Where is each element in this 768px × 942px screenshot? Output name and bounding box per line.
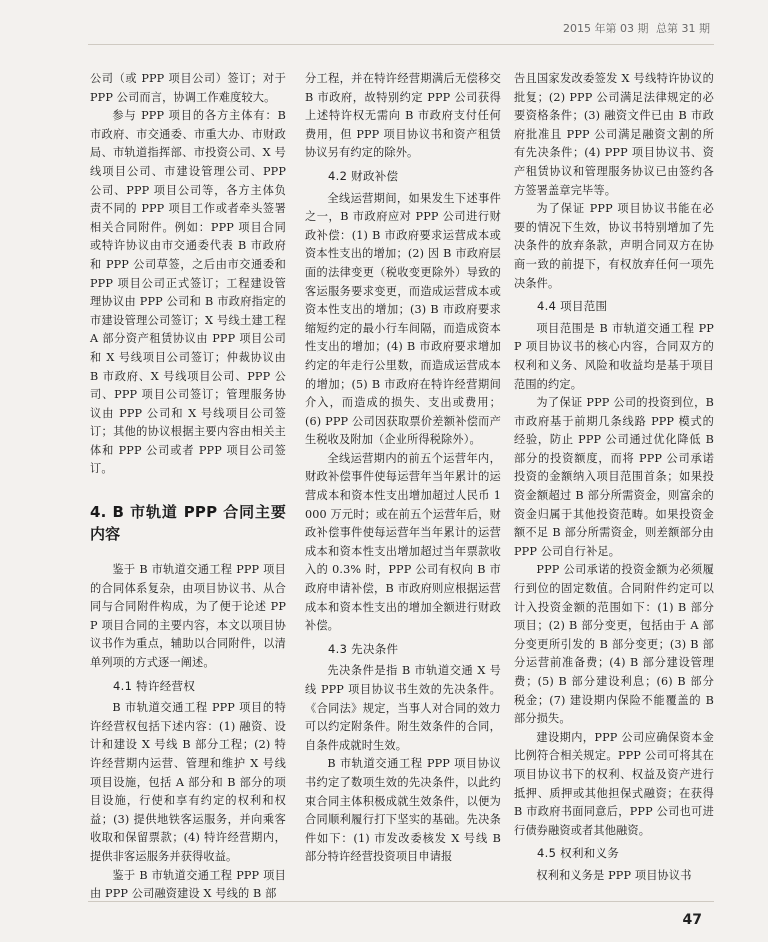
issue-label: 2015 年第 03 期 xyxy=(563,22,649,35)
body-paragraph: 先决条件是指 B 市轨道交通 X 号线 PPP 项目协议书生效的先决条件。《合同法》规定，当事人对合同的效力可以约定附条件。附生效条件的合同，自条件成就时生效。 xyxy=(305,664,501,752)
body-paragraph: PPP 公司承诺的投资金额为必须履行到位的固定数值。合同附件约定可以计入投资金额的范围如下：(1) B 部分项目；(2) B 部分变更，包括由于 A 部分变更所引发的 B 部分变更；(3) B 部分运营前准备费；(4) B 部分建设管理费；(5) B 部分建设利息；(6) B 部分税金；(7) 建设期内保险不能覆盖的 B 部分损失。 xyxy=(514,563,714,726)
text-column-middle xyxy=(305,70,501,867)
body-paragraph: 全线运营期内的前五个运营年内，财政补偿事件使每运营年当年累计的运营成本和资本性支出增加超过人民币 1000 万元时；或在前五个运营年后，财政补偿事件使每运营年当年累计的运营成本和资本性支出增加超过当年票款收入的 0.3% 时，PPP 公司有权向 B 市政府申请补偿，B 市政府则应根据运营成本和资本性支出的增加全额进行财政补偿。 xyxy=(305,451,501,633)
body-paragraph: 为了保证 PPP 项目协议书能在必要的情况下生效，协议书特别增加了先决条件的放弃条款，声明合同双方在协商一致的前提下，有权放弃任何一项先决条件。 xyxy=(514,202,714,290)
body-paragraph: 告且国家发改委签发 X 号线特许协议的批复；(2) PPP 公司满足法律规定的必要资格条件；(3) 融资文件已由 B 市政府批准且 PPP 公司满足融资文割的所有先决条件；(4) PPP 项目协议书、资产租赁协议和管理服务协议已由签约各方签署盖章完毕等。 xyxy=(514,72,714,197)
body-paragraph: 建设期内，PPP 公司应确保资本金比例符合相关规定。PPP 公司可将其在项目协议书下的权利、权益及资产进行抵押、质押或其他担保式融资；在获得 B 市政府书面同意后，PPP 公司也可进行债券融资或者其他融资。 xyxy=(514,730,714,837)
body-paragraph: B 市轨道交通工程 PPP 项目协议书约定了数项生效的先决条件，以此约束合同主体积极成就生效条件，以便为合同顺利履行打下坚实的基础。先决条件如下：(1) 市发改委核发 X 号线 B 部分特许经营投资项目申请报 xyxy=(305,757,501,864)
header-rule xyxy=(88,44,714,45)
subsection-heading: 4.3 先决条件 xyxy=(328,641,399,656)
subsection-heading: 4.2 财政补偿 xyxy=(328,168,399,183)
body-paragraph: 为了保证 PPP 公司的投资到位，B 市政府基于前期几条线路 PPP 模式的经验，防止 PPP 公司通过优化降低 B 部分的投资额度，而将 PPP 公司承诺投资的金额纳入项目范围首条；如果投资金额超过 B 部分所需资金，则富余的资金归属于其他投资范畴。如果投资金额不足 B 部分所需资金，则差额部分由 PPP 公司自行补足。 xyxy=(514,396,714,558)
section-heading: 4. B 市轨道 PPP 合同主要内容 xyxy=(90,503,286,544)
body-paragraph: 鉴于 B 市轨道交通工程 PPP 项目由 PPP 公司融资建设 X 号线的 B 部 xyxy=(90,868,286,901)
footer-rule xyxy=(88,901,714,902)
subsection-heading: 4.5 权利和义务 xyxy=(537,846,620,861)
text-column-right xyxy=(514,70,714,886)
text-column-left xyxy=(90,70,286,904)
body-paragraph: 权利和义务是 PPP 项目协议书 xyxy=(536,868,692,882)
subsection-heading: 4.1 特许经营权 xyxy=(113,678,196,693)
body-paragraph: 全线运营期间，如果发生下述事件之一，B 市政府应对 PPP 公司进行财政补偿：(1) B 市政府要求运营成本或资本性支出的增加；(2) 因 B 市政府层面的法律变更（税收变更除外）导致的客运服务要求变更，而造成运营成本或资本性支出的增加；(3) B 市政府要求缩短约定的最小行车间隔，而造成资本性支出的增加；(4) B 市政府要求增加约定的年走行公里数，而造成运营成本的增加；(5) B 市政府在特许经营期间介入，而造成的损失、支出或费用；(6) PPP 公司因获取票价差额补偿而产生税收及附加（企业所得税除外）。 xyxy=(305,191,501,447)
total-issue-label: 总第 31 期 xyxy=(656,22,710,35)
body-paragraph: 鉴于 B 市轨道交通工程 PPP 项目的合同体系复杂，由项目协议书、从合同与合同附件构成，为了便于论述 PPP 项目合同的主要内容，本文以项目协议书作为重点，辅助以合同附件，以清单列项的方式逐一阐述。 xyxy=(90,563,286,670)
running-header xyxy=(559,20,710,36)
body-paragraph: 公司（或 PPP 项目公司）签订；对于 PPP 公司而言，协调工作难度较大。 xyxy=(90,72,286,104)
body-paragraph: 项目范围是 B 市轨道交通工程 PPP 项目协议书的核心内容，合同双方的权利和义务、风险和收益均是基于项目范围的约定。 xyxy=(514,321,714,391)
subsection-heading: 4.4 项目范围 xyxy=(537,299,608,314)
body-paragraph: B 市轨道交通工程 PPP 项目的特许经营权包括下述内容：(1) 融资、设计和建设 X 号线 B 部分工程；(2) 特许经营期内运营、管理和维护 X 号线项目设施，包括 A 部分和 B 部分的项目设施，行使和享有约定的权利和权益；(3) 提供地铁客运服务，并向乘客收取和保留票款；(4) 特许经营期内，提供非客运服务并获得收益。 xyxy=(90,701,286,863)
body-paragraph: 分工程，并在特许经营期满后无偿移交 B 市政府，故特别约定 PPP 公司获得上述特许权无需向 B 市政府支付任何费用，但 PPP 项目协议书和资产租赁协议另有约定的除外。 xyxy=(305,72,501,160)
page-number: 47 xyxy=(682,912,702,928)
body-paragraph: 参与 PPP 项目的各方主体有：B 市政府、市交通委、市重大办、市财政局、市轨道指挥部、市投资公司、X 号线项目公司、市建设管理公司、PPP 公司、PPP 项目公司等，各方主体负责不同的 PPP 项目工作或者牵头签署相关合同附件。例如：PPP 项目合同或特许协议由市交通委代表 B 市政府和 PPP 公司草签，之后由市交通委和 PPP 项目公司正式签订；工程建设管理协议由 PPP 公司和 B 市政府指定的市建设管理公司签订；X 号线土建工程 A 部分资产租赁协议由 PPP 项目公司和 X 号线项目公司签订；仲裁协议由 B 市政府、X 号线项目公司、PPP 公司、PPP 项目公司签订；管理服务协议由 PPP 公司和 X 号线项目公司签订；其他的协议根据主要内容由相关主体和 PPP 公司或者 PPP 项目公司签订。 xyxy=(90,109,286,476)
